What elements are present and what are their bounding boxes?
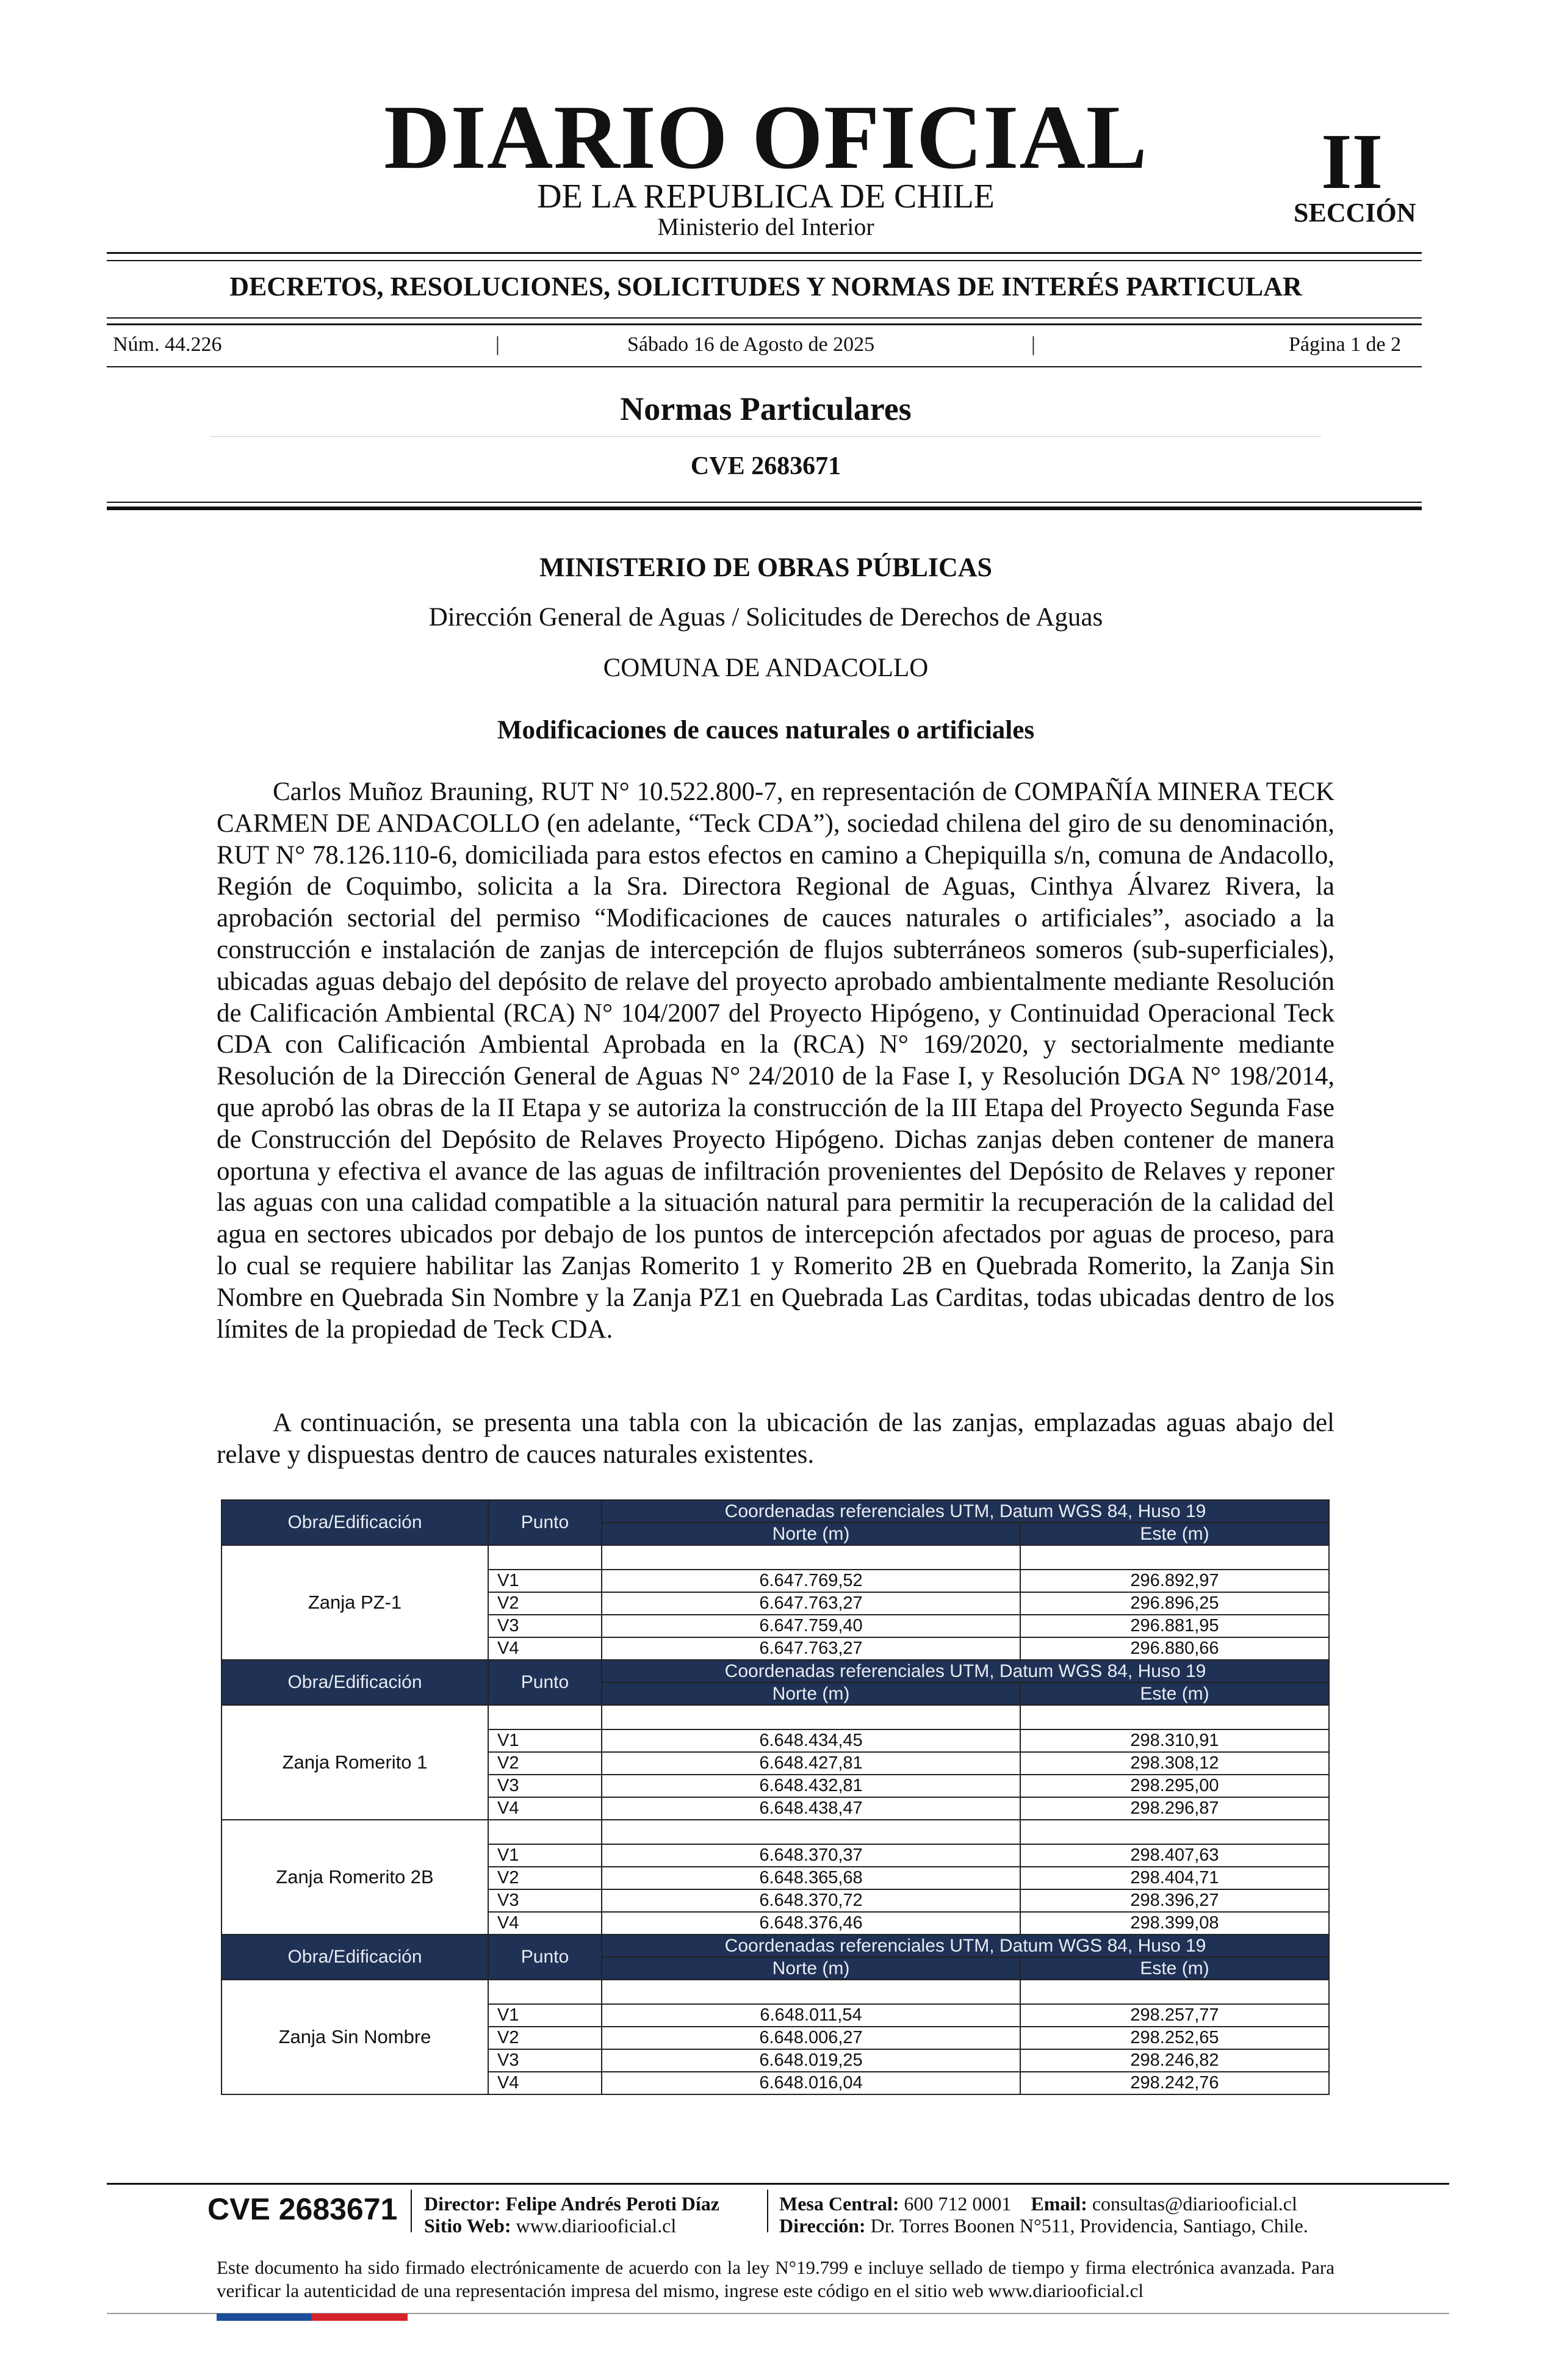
header-punto: Punto	[488, 1500, 602, 1545]
este-value: 298.404,71	[1020, 1867, 1329, 1889]
obra-name: Zanja PZ-1	[222, 1545, 488, 1660]
table-cell	[488, 1545, 602, 1570]
document-ministry: MINISTERIO DE OBRAS PÚBLICAS	[539, 552, 993, 582]
point-label: V3	[488, 1775, 602, 1797]
document-heading: Modificaciones de cauces naturales o artificiales	[497, 716, 1035, 745]
table-cell	[1020, 1820, 1329, 1844]
este-value: 298.257,77	[1020, 2004, 1329, 2027]
este-value: 296.892,97	[1020, 1570, 1329, 1592]
norte-value: 6.647.759,40	[602, 1615, 1020, 1637]
cve-rule	[107, 502, 1422, 503]
header-punto: Punto	[488, 1935, 602, 1980]
table-header-row	[222, 1660, 1329, 1682]
header-este: Este (m)	[1020, 1523, 1329, 1545]
table-cell	[1020, 1705, 1329, 1729]
header-obra: Obra/Edificación	[222, 1500, 488, 1545]
point-label: V2	[488, 1752, 602, 1775]
este-value: 296.881,95	[1020, 1615, 1329, 1637]
footer-divider	[411, 2190, 412, 2232]
este-value: 298.399,08	[1020, 1912, 1329, 1935]
norte-value: 6.647.763,27	[602, 1637, 1020, 1660]
cve-rule-thick	[107, 507, 1422, 510]
point-label: V3	[488, 1889, 602, 1912]
point-label: V4	[488, 2072, 602, 2094]
este-value: 298.308,12	[1020, 1752, 1329, 1775]
issue-number: Núm. 44.226	[113, 333, 222, 356]
table-header-row	[222, 1500, 1329, 1523]
footer-address-label: Dirección:	[779, 2215, 866, 2237]
table-cell	[1020, 1980, 1329, 2004]
point-label: V3	[488, 2049, 602, 2072]
footer-web-label: Sitio Web:	[424, 2215, 511, 2237]
norte-value: 6.648.370,72	[602, 1889, 1020, 1912]
header-punto: Punto	[488, 1660, 602, 1705]
este-value: 298.407,63	[1020, 1844, 1329, 1867]
info-separator: |	[495, 333, 500, 356]
category-rule	[107, 317, 1422, 319]
footer-email-label: Email:	[1031, 2193, 1087, 2215]
point-label: V1	[488, 1844, 602, 1867]
este-value: 298.310,91	[1020, 1729, 1329, 1752]
footer-rule	[107, 2183, 1449, 2185]
este-value: 298.252,65	[1020, 2027, 1329, 2049]
section-title-rule	[211, 436, 1321, 437]
header-obra: Obra/Edificación	[222, 1660, 488, 1705]
este-value: 298.396,27	[1020, 1889, 1329, 1912]
point-label: V4	[488, 1637, 602, 1660]
table-cell	[488, 1705, 602, 1729]
table-row	[222, 1705, 1329, 1729]
footer-director-value: Felipe Andrés Peroti Díaz	[505, 2193, 719, 2215]
masthead-subtitle: DE LA REPUBLICA DE CHILE	[537, 178, 995, 215]
table-header-row	[222, 1935, 1329, 1957]
norte-value: 6.648.438,47	[602, 1797, 1020, 1820]
este-value: 296.896,25	[1020, 1592, 1329, 1615]
body-paragraph: Carlos Muñoz Brauning, RUT N° 10.522.800-7, en representación de COMPAÑÍA MINERA TECK CARMEN DE ANDACOLLO (en adelante, “Teck CDA”), sociedad chilena del giro de su denominación, RUT N° 78.126.110-6, domiciliada para estos efectos en camino a Chepiquilla s/n, comuna de Andacollo, Región de Coquimbo, solicita a la Sra. Directora Regional de Aguas, Cinthya Álvarez Rivera, la aprobación sectorial del permiso “Modificaciones de cauces naturales o artificiales”, asociado a la construcción e instalación de zanjas de intercepción de flujos subterráneos someros (sub-superficiales), ubicadas aguas debajo del depósito de relave del proyecto aprobado ambientalmente mediante Resolución de Calificación Ambiental (RCA) N° 104/2007 del Proyecto Hipógeno, y Continuidad Operacional Teck CDA con Calificación Ambiental Aprobada en la (RCA) N° 169/2020, y sectorialmente mediante Resolución de la Dirección General de Aguas N° 24/2010 de la Fase I, y Resolución DGA N° 198/2014, que aprobó las obras de la II Etapa y se autoriza la construcción de la III Etapa del Proyecto Segunda Fase de Construcción del Depósito de Relaves Proyecto Hipógeno. Dichas zanjas deben contener de manera oportuna y efectiva el avance de las aguas de infiltración provenientes del Depósito de Relaves y reponer las aguas con una calidad compatible a la situación natural para permitir la recuperación de la calidad del agua en sectores ubicados por debajo de los puntos de intercepción afectados por aguas de proceso, para lo cual se requiere habilitar las Zanjas Romerito 1 y Romerito 2B en Quebrada Romerito, la Zanja Sin Nombre en Quebrada Sin Nombre y la Zanja PZ1 en Quebrada Las Carditas, todas ubicadas dentro de los límites de la propiedad de Teck CDA.	[217, 777, 1334, 1344]
norte-value: 6.648.432,81	[602, 1775, 1020, 1797]
point-label: V1	[488, 2004, 602, 2027]
table-cell	[1020, 1545, 1329, 1570]
norte-value: 6.648.365,68	[602, 1867, 1020, 1889]
norte-value: 6.648.016,04	[602, 2072, 1020, 2094]
document-direction: Dirección General de Aguas / Solicitudes de Derechos de Aguas	[428, 603, 1103, 632]
header-norte: Norte (m)	[602, 1523, 1020, 1545]
norte-value: 6.648.434,45	[602, 1729, 1020, 1752]
obra-name: Zanja Romerito 2B	[222, 1820, 488, 1935]
footer-email-link[interactable]: consultas@diariooficial.cl	[1092, 2193, 1297, 2215]
masthead-title: DIARIO OFICIAL	[384, 87, 1148, 188]
info-separator: |	[1031, 333, 1036, 356]
masthead-ministry: Ministerio del Interior	[657, 213, 874, 240]
footer-address-value: Dr. Torres Boonen N°511, Providencia, Santiago, Chile.	[870, 2215, 1308, 2237]
header-coordinates: Coordenadas referenciales UTM, Datum WGS 84, Huso 19	[602, 1500, 1329, 1523]
point-label: V1	[488, 1570, 602, 1592]
footer-legal-notice: Este documento ha sido firmado electrónicamente de acuerdo con la ley N°19.799 e incluye sellado de tiempo y firma electrónica avanzada. Para verificar la autenticidad de una representación impresa del mismo, ingrese este código en el sitio web www.diariooficial.cl	[217, 2257, 1334, 2301]
obra-name: Zanja Romerito 1	[222, 1705, 488, 1820]
header-norte: Norte (m)	[602, 1957, 1020, 1980]
norte-value: 6.647.763,27	[602, 1592, 1020, 1615]
point-label: V2	[488, 1867, 602, 1889]
norte-value: 6.648.019,25	[602, 2049, 1020, 2072]
masthead-rule-thin	[107, 260, 1422, 261]
table-cell	[488, 1820, 602, 1844]
coordinates-table	[221, 1499, 1330, 2095]
point-label: V4	[488, 1912, 602, 1935]
section-title: Normas Particulares	[620, 391, 912, 427]
este-value: 298.242,76	[1020, 2072, 1329, 2094]
flag-stripe-blue	[217, 2313, 311, 2321]
este-value: 298.246,82	[1020, 2049, 1329, 2072]
footer-divider	[767, 2190, 768, 2232]
header-obra: Obra/Edificación	[222, 1935, 488, 1980]
point-label: V2	[488, 2027, 602, 2049]
table-cell	[602, 1545, 1020, 1570]
table-cell	[602, 1705, 1020, 1729]
norte-value: 6.648.370,37	[602, 1844, 1020, 1867]
header-este: Este (m)	[1020, 1957, 1329, 1980]
footer-web	[424, 2214, 676, 2237]
este-value: 298.295,00	[1020, 1775, 1329, 1797]
category-heading: DECRETOS, RESOLUCIONES, SOLICITUDES Y NORMAS DE INTERÉS PARTICULAR	[229, 272, 1302, 301]
footer-mesa	[779, 2192, 1297, 2215]
section-number: II	[1321, 118, 1383, 206]
footer-director-label: Director:	[424, 2193, 501, 2215]
footer-director	[424, 2192, 719, 2215]
norte-value: 6.648.011,54	[602, 2004, 1020, 2027]
info-rule	[107, 366, 1422, 367]
norte-value: 6.648.006,27	[602, 2027, 1020, 2049]
footer-mesa-value: 600 712 0001	[904, 2193, 1012, 2215]
masthead-rule	[107, 252, 1422, 254]
body-paragraph: A continuación, se presenta una tabla con la ubicación de las zanjas, emplazadas aguas abajo del relave y dispuestas dentro de cauces naturales existentes.	[217, 1408, 1334, 1469]
section-label: SECCIÓN	[1294, 198, 1416, 228]
table-cell	[602, 1820, 1020, 1844]
point-label: V3	[488, 1615, 602, 1637]
table-row	[222, 1545, 1329, 1570]
este-value: 298.296,87	[1020, 1797, 1329, 1820]
footer-address	[779, 2214, 1308, 2237]
header-norte: Norte (m)	[602, 1682, 1020, 1705]
footer-cve: CVE 2683671	[207, 2192, 398, 2226]
table-row	[222, 1820, 1329, 1844]
cve-code: CVE 2683671	[690, 452, 841, 480]
norte-value: 6.648.376,46	[602, 1912, 1020, 1935]
point-label: V4	[488, 1797, 602, 1820]
footer-web-link[interactable]: www.diariooficial.cl	[516, 2215, 677, 2237]
point-label: V1	[488, 1729, 602, 1752]
table-row	[222, 1980, 1329, 2004]
header-coordinates: Coordenadas referenciales UTM, Datum WGS 84, Huso 19	[602, 1660, 1329, 1682]
issue-date: Sábado 16 de Agosto de 2025	[627, 333, 875, 356]
category-rule-thick	[107, 323, 1422, 325]
norte-value: 6.647.769,52	[602, 1570, 1020, 1592]
flag-stripe-red	[311, 2313, 408, 2321]
obra-name: Zanja Sin Nombre	[222, 1980, 488, 2094]
header-este: Este (m)	[1020, 1682, 1329, 1705]
este-value: 296.880,66	[1020, 1637, 1329, 1660]
header-coordinates: Coordenadas referenciales UTM, Datum WGS 84, Huso 19	[602, 1935, 1329, 1957]
table-cell	[602, 1980, 1020, 2004]
issue-page: Página 1 de 2	[1289, 333, 1402, 356]
footer-mesa-label: Mesa Central:	[779, 2193, 899, 2215]
document-commune: COMUNA DE ANDACOLLO	[603, 654, 929, 682]
table-cell	[488, 1980, 602, 2004]
norte-value: 6.648.427,81	[602, 1752, 1020, 1775]
point-label: V2	[488, 1592, 602, 1615]
